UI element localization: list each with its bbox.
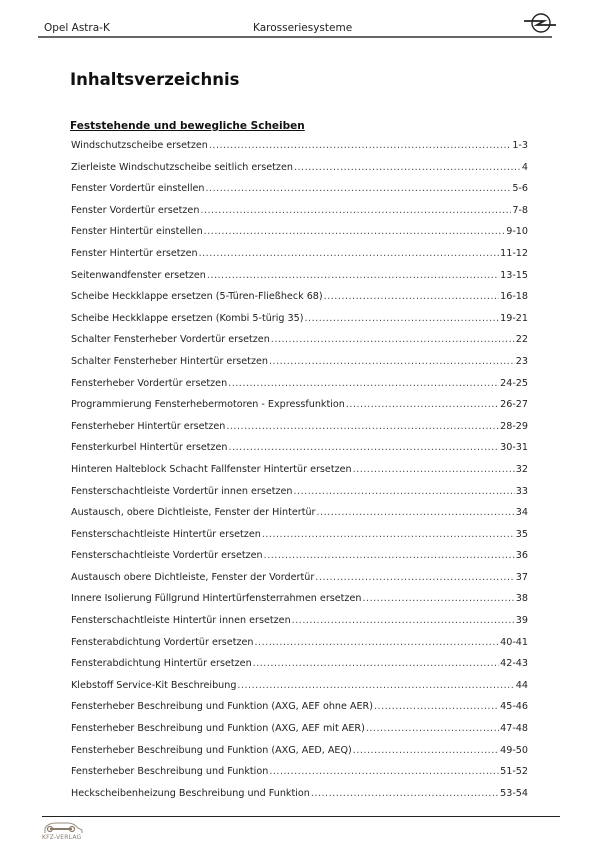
toc-entry[interactable] — [71, 721, 528, 743]
toc-leader-dots — [305, 311, 500, 327]
toc-entry[interactable] — [71, 505, 528, 527]
toc-entry-page: 9-10 — [506, 226, 528, 238]
toc-entry-label: Seitenwandfenster ersetzen — [71, 269, 206, 281]
toc-entry-page: 30-31 — [500, 442, 528, 454]
toc-entry[interactable] — [71, 397, 528, 419]
toc-entry-page: 47-48 — [500, 723, 528, 735]
footer-logo — [42, 820, 86, 846]
toc-entry[interactable] — [71, 591, 528, 613]
opel-logo-icon — [522, 8, 558, 38]
toc-entry-page: 34 — [515, 507, 528, 519]
header-chapter: Karosseriesysteme — [253, 22, 353, 34]
toc-leader-dots — [262, 527, 515, 543]
toc-entry-page: 35 — [515, 528, 528, 540]
toc-leader-dots — [362, 591, 514, 607]
toc-entry-page: 11-12 — [500, 247, 528, 259]
toc-entry[interactable] — [71, 613, 528, 635]
toc-leader-dots — [294, 160, 521, 176]
toc-entry-page: 22 — [515, 334, 528, 346]
toc-entry-page: 24-25 — [500, 377, 528, 389]
toc-entry-label: Austausch, obere Dichtleiste, Fenster der Hintertür — [71, 507, 316, 519]
toc-entry-page: 42-43 — [500, 658, 528, 670]
toc-entry[interactable] — [71, 203, 528, 225]
toc-leader-dots — [204, 224, 506, 240]
toc-entry-label: Klebstoff Service-Kit Beschreibung — [71, 679, 237, 691]
toc-entry-page: 5-6 — [512, 183, 528, 195]
toc-entry-label: Zierleiste Windschutzscheibe seitlich ersetzen — [71, 161, 293, 173]
toc-leader-dots — [269, 354, 515, 370]
toc-leader-dots — [226, 419, 499, 435]
toc-entry[interactable] — [71, 246, 528, 268]
toc-entry-page: 37 — [515, 571, 528, 583]
toc-entry[interactable] — [71, 332, 528, 354]
toc-entry-label: Innere Isolierung Füllgrund Hintertürfensterrahmen ersetzen — [71, 593, 362, 605]
toc-entry-label: Fensterabdichtung Hintertür ersetzen — [71, 658, 252, 670]
toc-leader-dots — [311, 786, 499, 802]
toc-entry[interactable] — [71, 289, 528, 311]
toc-entry[interactable] — [71, 181, 528, 203]
toc-leader-dots — [253, 656, 499, 672]
toc-entry-page: 16-18 — [500, 291, 528, 303]
toc-entry[interactable] — [71, 268, 528, 290]
toc-leader-dots — [209, 138, 511, 154]
toc-entry-page: 38 — [515, 593, 528, 605]
toc-entry-label: Austausch obere Dichtleiste, Fenster der Vordertür — [71, 571, 315, 583]
toc-entry-label: Fensterheber Beschreibung und Funktion — [71, 766, 269, 778]
toc-leader-dots — [294, 484, 515, 500]
toc-entry-page: 32 — [515, 463, 528, 475]
toc-entry-label: Programmierung Fensterhebermotoren - Expressfunktion — [71, 399, 345, 411]
toc-entry-label: Scheibe Heckklappe ersetzen (5-Türen-Fließheck 68) — [71, 291, 323, 303]
toc-entry[interactable] — [71, 484, 528, 506]
page-header — [38, 20, 552, 38]
toc-entry-label: Fensterschachtleiste Vordertür innen ersetzen — [71, 485, 293, 497]
toc-entry[interactable] — [71, 138, 528, 160]
toc-entry[interactable] — [71, 354, 528, 376]
toc-entry[interactable] — [71, 160, 528, 182]
toc-entry-label: Fensterheber Beschreibung und Funktion (AXG, AEF ohne AER) — [71, 701, 373, 713]
toc-entry-label: Fensterkurbel Hintertür ersetzen — [71, 442, 228, 454]
footer-divider — [42, 816, 560, 817]
toc-entry-label: Fensterheber Beschreibung und Funktion (AXG, AEF mit AER) — [71, 723, 365, 735]
toc-entry-label: Windschutzscheibe ersetzen — [71, 140, 208, 151]
toc-entry-page: 4 — [521, 161, 528, 173]
toc-entry-label: Schalter Fensterheber Vordertür ersetzen — [71, 334, 270, 346]
toc-entry-label: Hinteren Halteblock Schacht Fallfenster Hintertür ersetzen — [71, 463, 352, 475]
toc-entry-page: 49-50 — [500, 744, 528, 756]
toc-entry-page: 40-41 — [500, 636, 528, 648]
toc-entry-page: 51-52 — [500, 766, 528, 778]
section-heading: Feststehende und bewegliche Scheiben — [70, 120, 305, 132]
toc-entry-page: 1-3 — [512, 140, 528, 151]
toc-entry[interactable] — [71, 656, 528, 678]
toc-entry[interactable] — [71, 548, 528, 570]
toc-leader-dots — [207, 268, 499, 284]
toc-entry-label: Fenster Vordertür ersetzen — [71, 204, 200, 216]
toc-entry[interactable] — [71, 376, 528, 398]
toc-entry-page: 36 — [515, 550, 528, 562]
toc-entry[interactable] — [71, 635, 528, 657]
toc-leader-dots — [228, 376, 499, 392]
toc-entry[interactable] — [71, 419, 528, 441]
toc-entry-page: 19-21 — [500, 312, 528, 324]
toc-entry[interactable] — [71, 527, 528, 549]
toc-entry-page: 26-27 — [500, 399, 528, 411]
toc-entry[interactable] — [71, 764, 528, 786]
toc-leader-dots — [317, 505, 515, 521]
toc-leader-dots — [264, 548, 515, 564]
toc-entry-page: 45-46 — [500, 701, 528, 713]
toc-leader-dots — [199, 246, 500, 262]
toc-entry[interactable] — [71, 311, 528, 333]
toc-leader-dots — [229, 440, 500, 456]
toc-entry[interactable] — [71, 462, 528, 484]
toc-entry-page: 33 — [515, 485, 528, 497]
toc-entry-page: 23 — [515, 355, 528, 367]
toc-entry[interactable] — [71, 743, 528, 765]
toc-entry-page: 53-54 — [500, 787, 528, 799]
toc-entry-label: Fensterheber Beschreibung und Funktion (AXG, AED, AEQ) — [71, 744, 352, 756]
toc-leader-dots — [237, 678, 514, 694]
toc-entry-page: 39 — [515, 615, 528, 627]
toc-entry-label: Fenster Vordertür einstellen — [71, 183, 205, 195]
toc-entry-label: Fensterabdichtung Vordertür ersetzen — [71, 636, 254, 648]
toc-entry-page: 13-15 — [500, 269, 528, 281]
toc-entry-label: Fensterheber Hintertür ersetzen — [71, 420, 226, 432]
toc-entry-label: Heckscheibenheizung Beschreibung und Funktion — [71, 787, 310, 799]
toc-entry-label: Fensterschachtleiste Hintertür innen ersetzen — [71, 615, 291, 627]
page-title: Inhaltsverzeichnis — [70, 70, 240, 89]
toc-leader-dots — [353, 462, 515, 478]
toc-entry-label: Fensterschachtleiste Hintertür ersetzen — [71, 528, 261, 540]
toc-leader-dots — [315, 570, 515, 586]
toc-entry[interactable] — [71, 570, 528, 592]
toc-entry[interactable] — [71, 786, 528, 808]
toc-leader-dots — [200, 203, 511, 219]
toc-leader-dots — [324, 289, 499, 305]
table-of-contents — [71, 138, 528, 807]
toc-leader-dots — [366, 721, 499, 737]
toc-entry[interactable] — [71, 678, 528, 700]
footer-brand: KFZ-VERLAG — [42, 834, 82, 841]
toc-entry[interactable] — [71, 224, 528, 246]
toc-entry-label: Fensterheber Vordertür ersetzen — [71, 377, 228, 389]
toc-entry-page: 28-29 — [500, 420, 528, 432]
toc-leader-dots — [206, 181, 512, 197]
toc-leader-dots — [346, 397, 499, 413]
toc-entry[interactable] — [71, 440, 528, 462]
toc-entry-page: 44 — [515, 679, 528, 691]
toc-entry-label: Fensterschachtleiste Vordertür ersetzen — [71, 550, 263, 562]
toc-entry-label: Fenster Hintertür ersetzen — [71, 247, 198, 259]
header-model: Opel Astra-K — [44, 22, 110, 34]
toc-entry-label: Scheibe Heckklappe ersetzen (Kombi 5-türig 35) — [71, 312, 304, 324]
toc-leader-dots — [255, 635, 500, 651]
toc-leader-dots — [353, 743, 499, 759]
toc-leader-dots — [374, 699, 499, 715]
toc-leader-dots — [292, 613, 515, 629]
toc-entry-label: Schalter Fensterheber Hintertür ersetzen — [71, 355, 268, 367]
toc-leader-dots — [271, 332, 515, 348]
toc-entry-page: 7-8 — [512, 204, 528, 216]
toc-leader-dots — [269, 764, 499, 780]
toc-entry-label: Fenster Hintertür einstellen — [71, 226, 203, 238]
toc-entry[interactable] — [71, 699, 528, 721]
